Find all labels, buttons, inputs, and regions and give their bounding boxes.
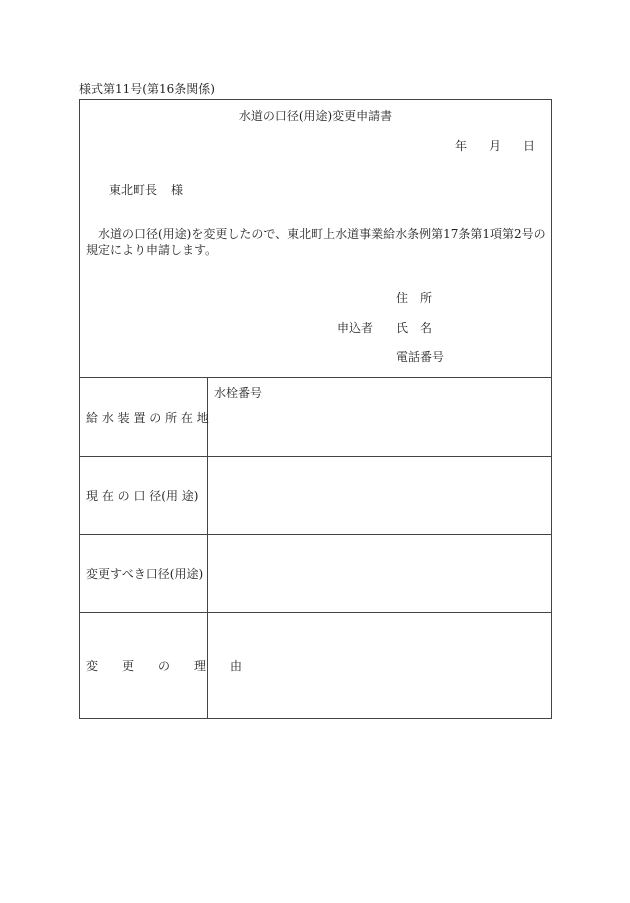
date-year-label: 年 — [454, 139, 467, 153]
row-label-installation-location: 給 水 装 置 の 所 在 地 — [80, 378, 208, 456]
applicant-name-label — [396, 319, 432, 336]
name-char-2: 名 — [420, 321, 433, 335]
applicant-label: 申込者 — [337, 321, 374, 335]
form-header-section — [80, 100, 551, 378]
application-form — [79, 99, 552, 719]
addressee — [109, 181, 183, 198]
date-month-label: 月 — [488, 139, 501, 153]
row-change-reason — [80, 613, 551, 718]
addressee-honorific: 様 — [171, 183, 184, 197]
row-label-new-diameter: 変更すべき口径(用途) — [80, 535, 208, 612]
form-number: 様式第11号(第16条関係) — [79, 82, 215, 96]
addressee-name: 東北町長 — [109, 183, 158, 197]
date-line — [455, 137, 535, 154]
address-char-2: 所 — [420, 291, 433, 305]
row-current-diameter — [80, 457, 551, 535]
row-label-change-reason: 変 更 の 理 由 — [80, 613, 208, 718]
form-title: 水道の口径(用途)変更申請書 — [238, 109, 393, 123]
row-new-diameter — [80, 535, 551, 613]
application-statement: 水道の口径(用途)を変更したので、東北町上水道事業給水条例第17条第1項第2号の規定により申請します。 — [86, 227, 546, 257]
row-label-current-diameter: 現 在 の 口 径(用 途) — [80, 457, 208, 534]
name-char-1: 氏 — [396, 321, 409, 335]
row-installation-location — [80, 378, 551, 457]
date-day-label: 日 — [522, 139, 535, 153]
applicant-phone-label: 電話番号 — [396, 350, 445, 364]
applicant-address-label — [396, 289, 432, 306]
address-char-1: 住 — [396, 291, 409, 305]
faucet-number-field[interactable]: 水栓番号 — [214, 386, 263, 400]
